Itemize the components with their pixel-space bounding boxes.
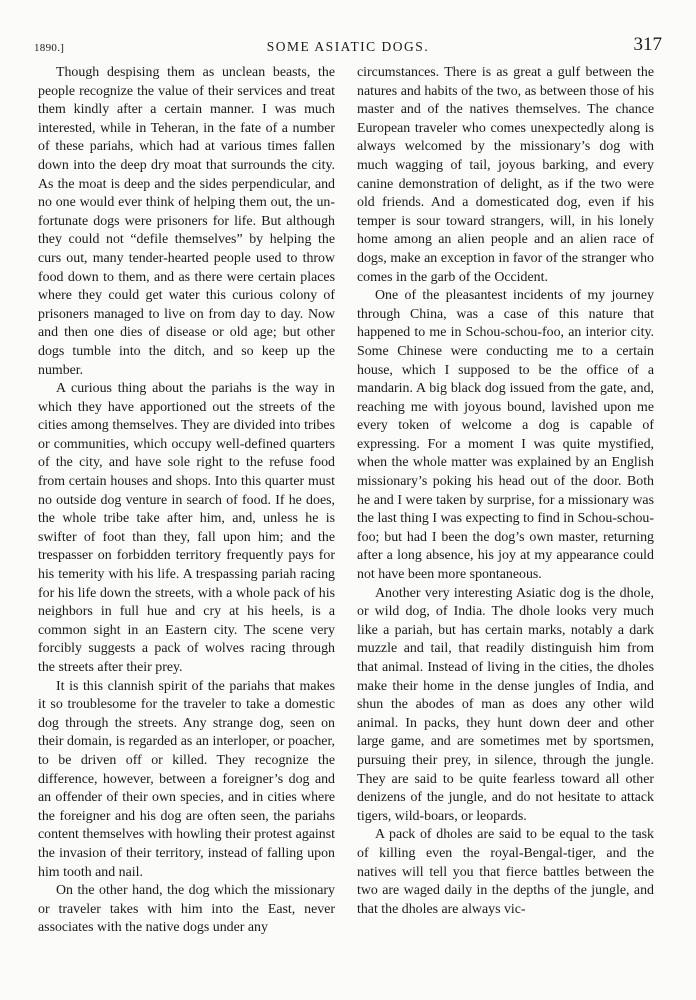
running-title: SOME ASIATIC DOGS. [266, 39, 430, 54]
paragraph: Though despising them as unclean beasts, the people recognize the value of their services and treat them kindly after a certain manner. I was much interested, while in Teheran, in the fate of a number of these pariahs, which had at various times fallen down into the deep dry moat that surrounds the city. As the moat is deep and the sides perpendicular, and no one would ever think of helping them out, the unfortunate dogs were prisoners for life. But although they could not “defile themselves” by helping the curs out, many tender-hearted people used to throw food down to them, and as there were certain places where they could get water this curious colony of prisoners managed to live on from day to day. Now and then one dies of disease or old age; but other dogs tumble into the ditch, and so keep up the number. [38, 65, 335, 378]
paragraph: Another very interesting Asiatic dog is the dhole, or wild dog, of India. The dhole looks very much like a pariah, but has certain marks, notably a dark muzzle and tail, that readily distinguish him from that animal. Instead of living in the cities, the dholes make their home in the dense jungles of India, and shun the abodes of man as does any other wild animal. In packs, they hunt down deer and other large game, and are sometimes met by sportsmen, pursuing their prey, in silence, through the jungle. They are said to be quite fearless toward all other denizens of the jungle, and do not hesitate to attack tigers, wild-boars, or leopards. [357, 585, 654, 824]
page-number: 317 [633, 34, 662, 55]
paragraph: On the other hand, the dog which the missionary or traveler takes with him into the East, never associates with the native dogs under any [38, 883, 335, 936]
paragraph: One of the pleasantest incidents of my journey through China, was a case of this nature that happened to me in Schou-schou-foo, an interior city. Some Chinese were conducting me to a certain house, which I supposed to be the office of a mandarin. A big black dog issued from the gate, and, reaching me with joyous bound, lavished upon me every token of welcome a dog is capable of expressing. For a moment I was quite mystified, when the whole matter was explained by an English missionary’s poking his head out of the door. Both he and I were taken by surprise, for a missionary was the last thing I was expecting to find in Schou-schou-foo; but had I been the dog’s own master, returning after a long absence, his joy at my appearance could not have been more spontaneous. [357, 288, 654, 583]
right-column [357, 64, 654, 919]
paragraph: A pack of dholes are said to be equal to the task of killing even the royal-Bengal-tiger, and the natives will tell you that fierce battles between the two are waged daily in the depths of the jungle, and that the dholes are always vic- [357, 827, 654, 917]
header-date: 1890.] [34, 42, 65, 54]
paragraph-continuation: circumstances. There is as great a gulf between the natures and habits of the two, as between those of his master and of the natives themselves. The chance European traveler who comes unexpectedly along is always welcomed by the missionary’s dog with much wagging of tail, joyous barking, and every canine demonstration of delight, as if the two were old friends. And a domesticated dog, even if his temper is sour toward strangers, will, in his lonely home among an alien people and an alien race of dogs, make an exception in favor of the stranger who comes in the garb of the Occident. [357, 65, 654, 285]
paragraph: A curious thing about the pariahs is the way in which they have apportioned out the streets of the cities among themselves. They are divided into tribes or communities, which occupy well-defined quarters of the city, and have sole right to the refuse food from certain houses and shops. Into this quarter must no outside dog venture in search of food. If he does, the whole tribe take after him, and, unless he is swifter of foot than they, fall upon him; and the trespasser on forbidden territory frequently pays for his temerity with his life. A trespassing pariah racing for his life down the streets, with a whole pack of his neighbors in full hue and cry at his heels, is a common sight in an Eastern city. The scene very forcibly suggests a pack of wolves racing through the streets after their prey. [38, 381, 335, 675]
page-header [30, 34, 666, 64]
paragraph: It is this clannish spirit of the pariahs that makes it so troublesome for the traveler to take a domestic dog through the streets. Any strange dog, seen on their domain, is regarded as an interloper, or poacher, to be driven off or killed. They recognize the difference, however, between a foreigner’s dog and an offender of their own species, and in cities where the foreigner and his dog are often seen, the pariahs content themselves with howling their protest against the invasion of their territory, instead of falling upon him tooth and nail. [38, 678, 335, 880]
left-column [38, 64, 335, 938]
